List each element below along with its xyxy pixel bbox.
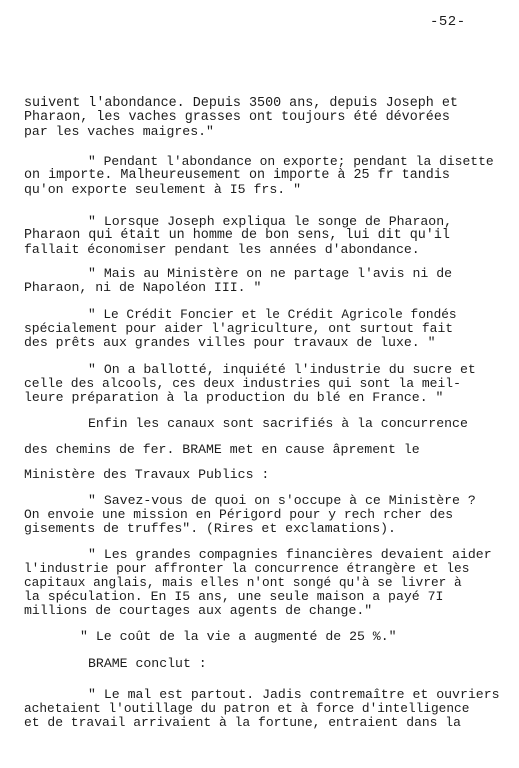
text-line: achetaient l'outillage du patron et à force d'intelligence [24,701,470,716]
text-line: " Pendant l'abondance on exporte; pendant la disette [88,154,494,169]
text-line: Pharaon, ni de Napoléon III. " [24,280,262,295]
text-line: gisements de truffes". (Rires et exclamations). [24,521,396,536]
text-line: " Mais au Ministère on ne partage l'avis ni de [88,266,453,281]
text-line: l'industrie pour affronter la concurrence étrangère et les [24,561,470,576]
page-number: -52- [430,14,466,30]
text-line: la spéculation. En I5 ans, une seule maison a payé 7I [24,589,444,604]
text-line: On envoie une mission en Périgord pour y rech rcher des [24,507,454,522]
text-line: et de travail arrivaient à la fortune, entraient dans la [24,715,461,730]
text-line: " Les grandes compagnies financières devaient aider [88,547,492,562]
text-line: millions de courtages aux agents de change." [24,603,373,618]
text-line: " On a ballotté, inquiété l'industrie du sucre et [88,362,476,377]
text-line: suivent l'abondance. Depuis 3500 ans, depuis Joseph et [24,96,458,111]
text-line: Enfin les canaux sont sacrifiés à la concurrence [88,416,468,431]
text-line: on importe. Malheureusement on importe à 25 fr tandis [24,168,450,183]
text-line: par les vaches maigres." [24,124,214,139]
text-line: spécialement pour aider l'agriculture, ont surtout fait [24,321,454,336]
text-line: " Le Crédit Foncier et le Crédit Agricole fondés [88,307,457,322]
text-line: Pharaon, les vaches grasses ont toujours été dévorées [24,110,450,125]
text-line: capitaux anglais, mais elles n'ont songé qu'à se livrer à [24,575,462,590]
text-line: celle des alcools, ces deux industries qui sont la meil- [24,376,461,391]
text-line: " Lorsque Joseph expliqua le songe de Pharaon, [88,214,453,229]
text-line: des chemins de fer. BRAME met en cause âprement le [24,442,420,457]
text-line: BRAME conclut : [88,656,207,671]
text-line: des prêts aux grandes villes pour travaux de luxe. " [24,335,436,350]
text-line: Pharaon qui était un homme de bon sens, lui dit qu'il [24,228,450,243]
text-line: " Savez-vous de quoi on s'occupe à ce Ministère ? [88,493,476,508]
text-line: " Le coût de la vie a augmenté de 25 %." [80,629,397,644]
text-line: Ministère des Travaux Publics : [24,467,270,482]
text-line: leure préparation à la production du blé en France. " [24,390,444,405]
text-line: fallait économiser pendant les années d'abondance. [24,242,420,257]
text-line: " Le mal est partout. Jadis contremaître et ouvriers [88,687,500,702]
text-line: qu'on exporte seulement à I5 frs. " [24,182,301,197]
